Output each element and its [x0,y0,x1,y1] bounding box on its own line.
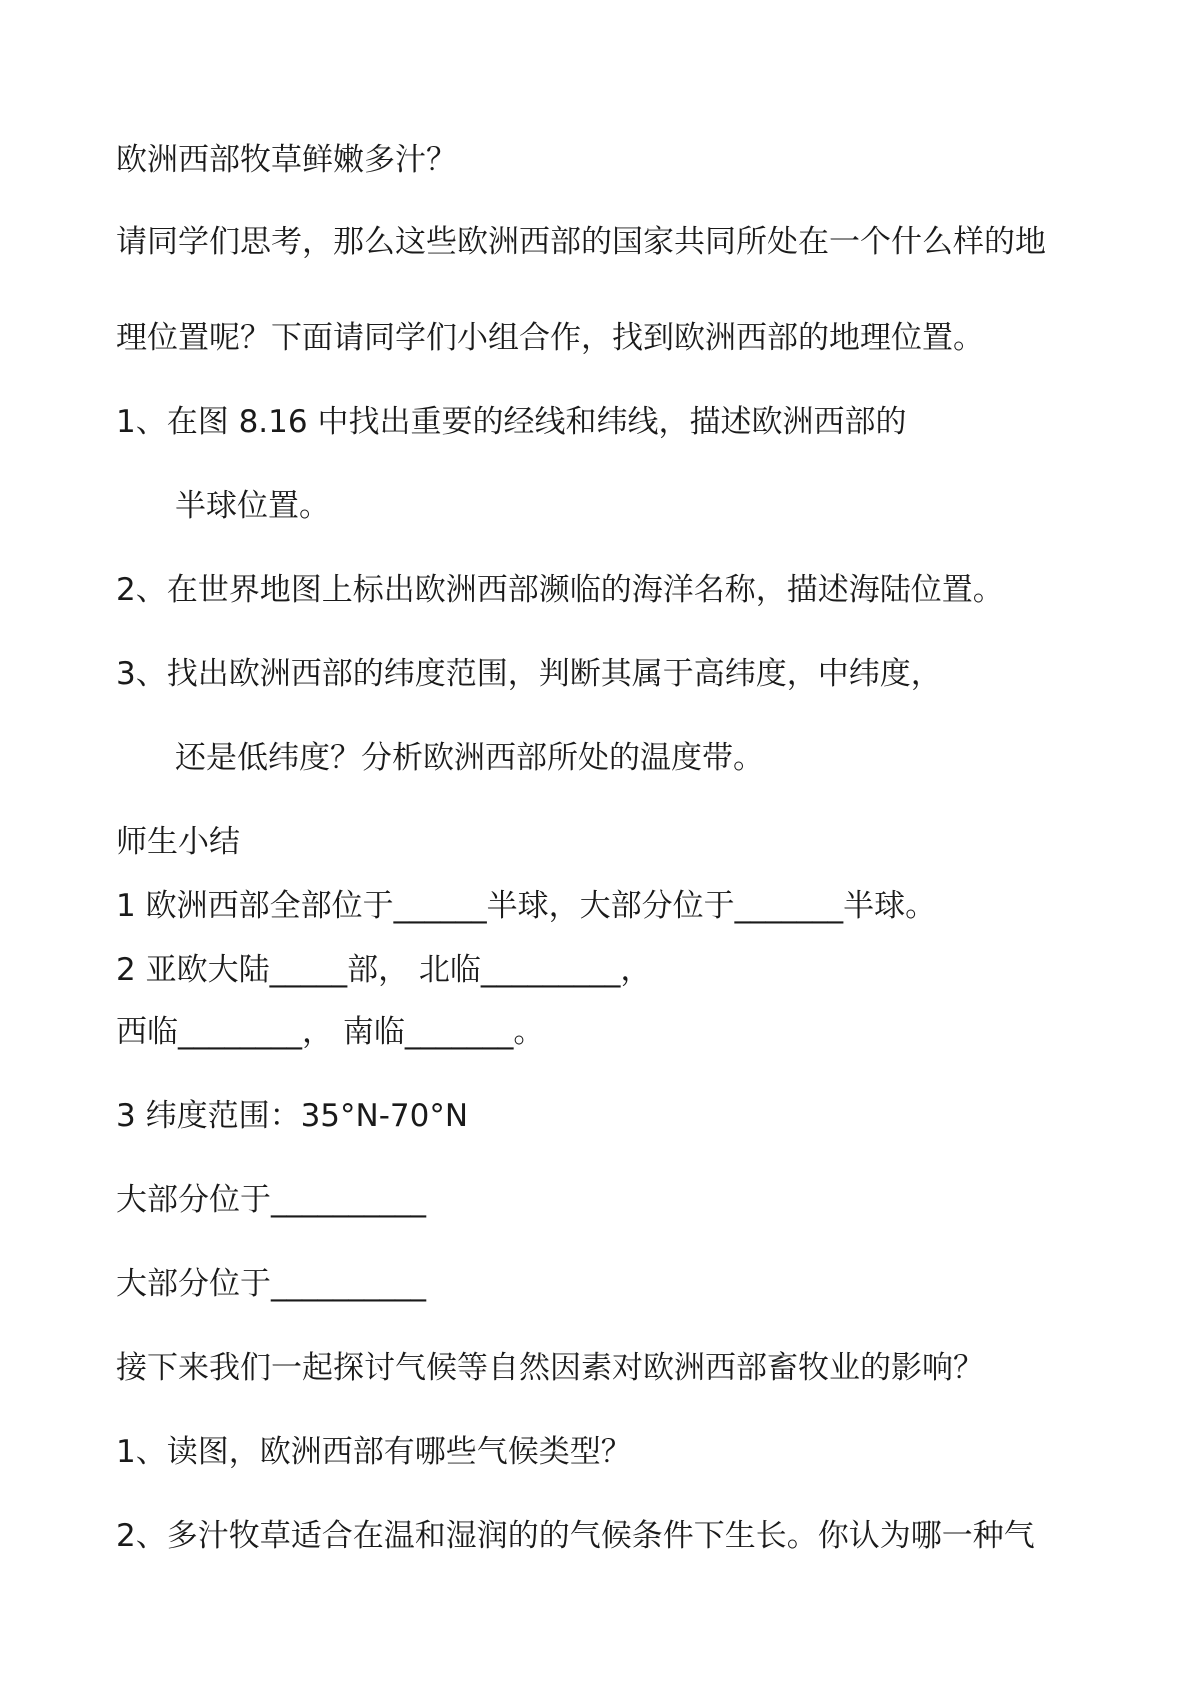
text-line-blank-2: 大部分位于__________ [116,1266,426,1302]
text-line-summary-3: 3 纬度范围：35°N-70°N [116,1098,469,1134]
text-line-climate-intro: 接下来我们一起探讨气候等自然因素对欧洲西部畜牧业的影响？ [116,1350,984,1386]
text-line-blank-1: 大部分位于__________ [116,1182,426,1218]
text-line-group-task: 理位置呢？下面请同学们小组合作，找到欧洲西部的地理位置。 [116,320,984,356]
text-line-summary-2: 2 亚欧大陆_____部， 北临_________， [116,952,652,988]
text-line-summary-2-cont: 西临________， 南临_______。 [116,1014,545,1050]
text-line-intro-question: 欧洲西部牧草鲜嫩多汁？ [116,142,457,178]
text-line-task-1: 1、在图 8.16 中找出重要的经线和纬线，描述欧洲西部的 [116,404,907,440]
text-line-think-prompt: 请同学们思考，那么这些欧洲西部的国家共同所处在一个什么样的地 [116,224,1046,260]
text-line-climate-q2: 2、多汁牧草适合在温和湿润的的气候条件下生长。你认为哪一种气 [116,1518,1035,1554]
text-line-task-1-cont: 半球位置。 [175,488,330,524]
text-line-climate-q1: 1、读图，欧洲西部有哪些气候类型？ [116,1434,632,1470]
text-line-task-2: 2、在世界地图上标出欧洲西部濒临的海洋名称，描述海陆位置。 [116,572,1004,608]
text-line-summary-1: 1 欧洲西部全部位于______半球，大部分位于_______半球。 [116,888,937,924]
section-heading-summary: 师生小结 [116,824,240,860]
text-line-task-3: 3、找出欧洲西部的纬度范围，判断其属于高纬度，中纬度， [116,656,942,692]
text-line-task-3-cont: 还是低纬度？分析欧洲西部所处的温度带。 [175,740,764,776]
